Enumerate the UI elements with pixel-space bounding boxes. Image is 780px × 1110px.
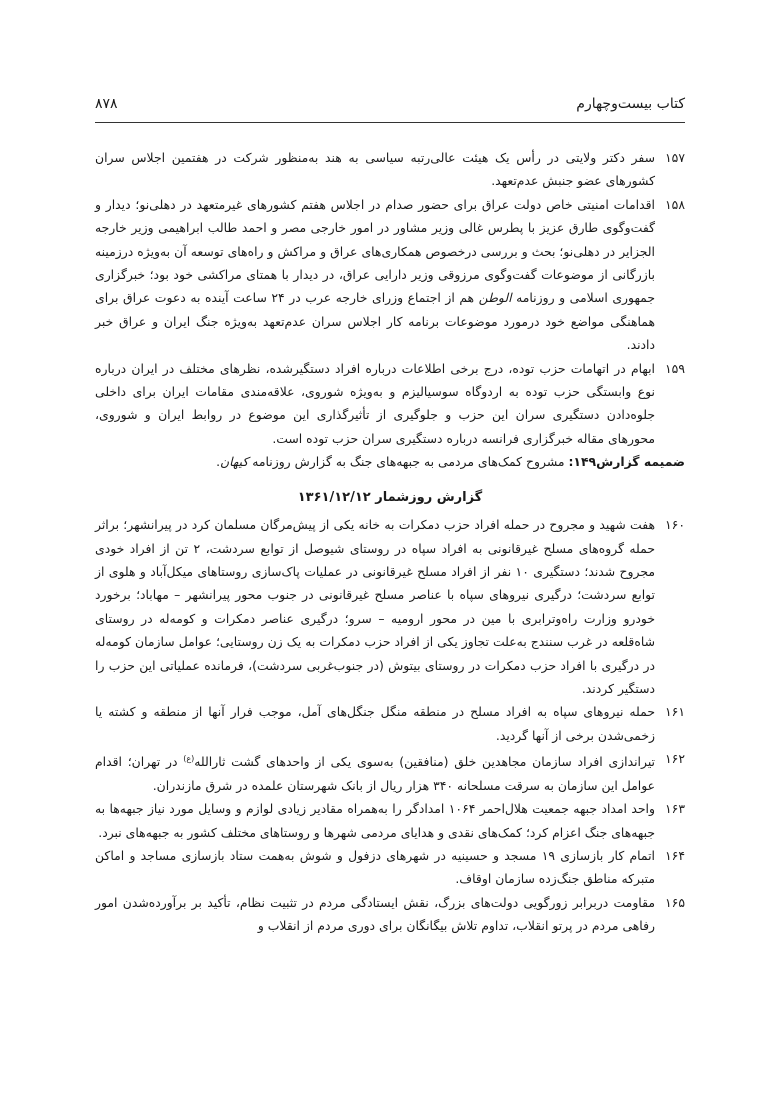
page-number: ۸۷۸ (95, 96, 118, 112)
book-title: کتاب بیست‌وچهارم (576, 96, 685, 112)
header-rule (95, 122, 685, 123)
entry-number: ۱۶۴ (665, 847, 685, 863)
entry-number: ۱۶۳ (665, 801, 685, 817)
entry-165 (95, 891, 685, 938)
entry-161 (95, 700, 685, 747)
entry-number: ۱۵۷ (665, 150, 685, 165)
entry-number: ۱۶۲ (665, 751, 685, 767)
entry-text: ابهام در اتهامات حزب توده، درج برخی اطلاعات درباره افراد دستگیرشده، نظرهای مختلف در ایران درباره نوع وابستگی حزب توده به اردوگاه سوسیالیزم و به‌ویژه شوروی، علاقه‌مندی مقامات ایران برای داخلی جلوه‌دادن دستگیری سران این حزب و جلوگیری از تأثیرگذاری این موضوع در روابط ایران و شوروی، محورهای مقاله خبرگزاری فرانسه درباره دستگیری سران حزب توده است. (95, 360, 655, 446)
entry-number: ۱۵۸ (665, 196, 685, 212)
entry-text: تیراندازی افراد سازمان مجاهدین خلق (منافقین) به‌سوی یکی از واحدهای گشت ثارالله$^{(ع)}$ در تهران؛ اقدام عوامل این سازمان به سرقت مسلحانه ۳۴۰ هزار ریال از بانک شهرستان علمده در شرق مازندران. (95, 754, 656, 793)
entry-text: اتمام کار بازسازی ۱۹ مسجد و حسینیه در شهرهای دزفول و شوش به‌همت ستاد بازسازی مساجد و اماکن متبرکه مناطق جنگ‌زده سازمان اوقاف. (95, 847, 655, 887)
annex-label: ضمیمه گزارش۱۴۹: (568, 454, 685, 470)
entry-number: ۱۶۵ (665, 894, 685, 910)
entry-157 (95, 146, 685, 193)
page-body (95, 146, 685, 938)
annex-line: ضمیمه گزارش۱۴۹: مشروح کمک‌های مردمی به جبهه‌های جنگ به گزارش روزنامه کیهان. (216, 454, 685, 470)
entry-number: ۱۶۰ (665, 517, 685, 533)
newspaper-name: کیهان (220, 454, 249, 470)
entry-text: سفر دکتر ولایتی در رأس یک هیئت عالی‌رتبه سیاسی به هند به‌منظور شرکت در هفتمین اجلاس سران کشورهای عضو جنبش عدم‌تعهد. (95, 150, 655, 189)
entry-160 (95, 513, 685, 700)
entry-number: ۱۶۱ (665, 704, 685, 720)
entry-159 (95, 357, 685, 451)
honorific-superscript: (ع) (183, 754, 195, 764)
entry-number: ۱۵۹ (665, 360, 685, 376)
entry-text: حمله نیروهای سپاه به افراد مسلح در منطقه منگل جنگل‌های آمل، موجب فرار آنها از منطقه و کشته یا زخمی‌شدن برخی از آنها گردید. (95, 704, 655, 743)
entry-163 (95, 797, 685, 844)
entry-162 (95, 747, 685, 797)
page-header (95, 96, 685, 112)
entry-158 (95, 193, 685, 357)
entry-text: مقاومت دربرابر زورگویی دولت‌های بزرگ، نقش ایستادگی مردم در تثبیت نظام، تأکید بر برآورده‌شدن امور رفاهی مردم در پرتو انقلاب، تداوم تلاش بیگانگان برای دوری مردم از انقلاب و (95, 894, 655, 934)
section-title: گزارش روزشمار ۱۳۶۱/۱۲/۱۲ (297, 489, 483, 505)
entry-164 (95, 844, 685, 891)
entry-text: هفت شهید و مجروح در حمله افراد حزب دمکرات به خانه یکی از پیش‌مرگان مسلمان کرد در پیرانشهر؛ براثر حمله گروه‌های مسلح غیرقانونی به افراد سپاه در روستای شیوصل از توابع سردشت، ۲ تن از افراد خودی مجروح شدند؛ دستگیری ۱۰ نفر از افراد مسلح غیرقانونی در عملیات پاک‌سازی روستاهای میکل‌آباد و هلوی از توابع سردشت؛ درگیری نیروهای سپاه با عناصر مسلح غیرقانونی در جنوب محور پیرانشهر – مهاباد؛ برخورد خودرو وزارت راه‌وترابری با مین در محور ارومیه – سرو؛ درگیری عناصر دمکرات و کومه‌له در روستای شاه‌قلعه در غرب سنندج به‌علت تجاوز یکی از افراد حزب دمکرات به یک زن روستایی؛ عوامل سازمان کومه‌له در درگیری با افراد حزب دمکرات در روستای بیتوش (در جنوب‌غربی سردشت)، فرمانده عملیاتی این حزب را دستگیر کردند. (95, 517, 655, 696)
entry-text: واحد امداد جبهه جمعیت هلال‌احمر ۱۰۶۴ امدادگر را به‌همراه مقادیر زیادی لوازم و وسایل مورد نیاز جبهه‌ها به جبهه‌های جنگ اعزام کرد؛ کمک‌های نقدی و هدایای مردمی شهرها و روستاهای مختلف کشور به جبهه‌های نبرد. (95, 801, 655, 840)
entry-text: اقدامات امنیتی خاص دولت عراق برای حضور صدام در اجلاس هفتم کشورهای غیرمتعهد در دهلی‌نو؛ دیدار و گفت‌وگوی طارق عزیز با پطرس غالی وزیر مشاور در امور خارجی مصر و احمد طالب ابراهیمی وزیر خارجه الجزایر در دهلی‌نو؛ بحث و بررسی درخصوص همکاری‌های عراق و مراکش و راه‌های توسعه آن به‌ویژه درزمینه بازرگانی از موضوعات گفت‌وگوی مرزوقی وزیر دارایی عراق، در دیدار با همتای مراکشی خود بود؛ خبرگزاری جمهوری اسلامی و روزنامه الوطن هم از اجتماع وزرای خارجه عرب در ۲۴ ساعت آینده به دعوت عراق برای هماهنگی مواضع خود درمورد موضوعات برنامه کار اجلاس سران عدم‌تعهد به‌ویژه جنگ ایران و عراق خبر دادند. (95, 196, 655, 353)
newspaper-name: الوطن (478, 290, 512, 306)
